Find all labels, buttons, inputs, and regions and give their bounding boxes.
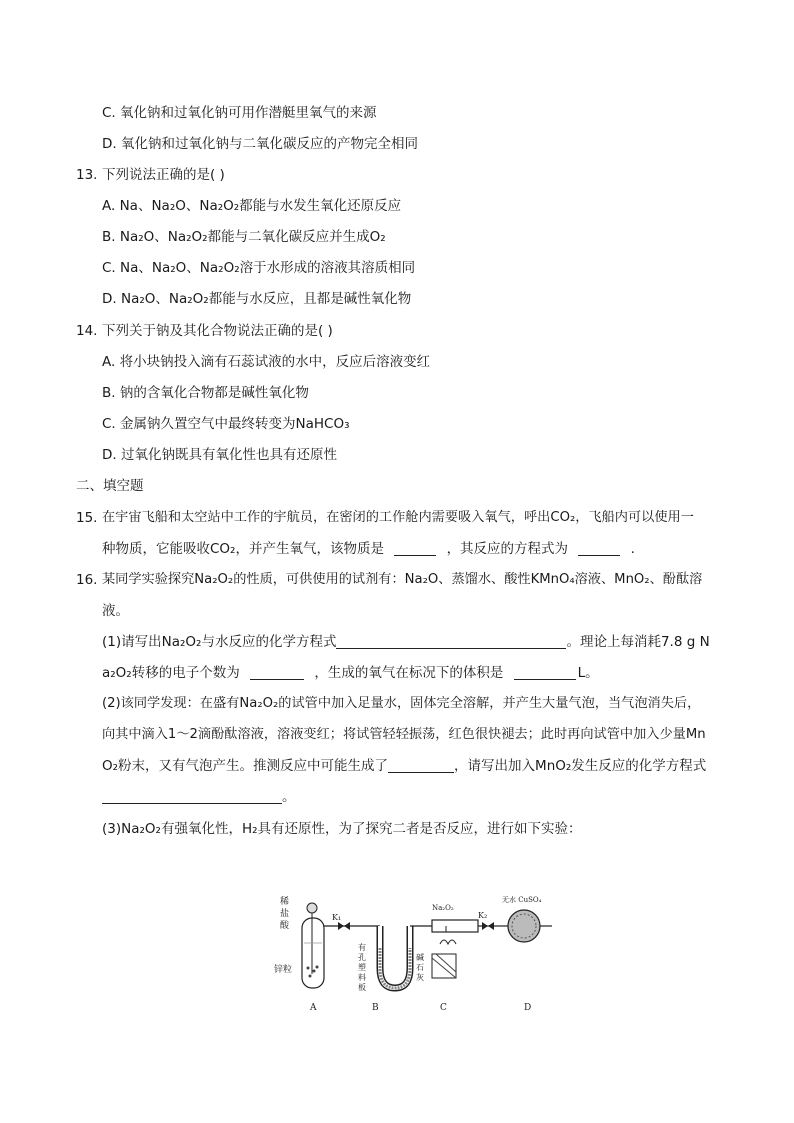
svg-text:料: 料 bbox=[358, 973, 366, 982]
svg-text:塑: 塑 bbox=[358, 963, 366, 972]
q16-part2-text-e: 。 bbox=[282, 789, 296, 805]
q13-option-a: A. Na、Na₂O、Na₂O₂都能与水发生氧化还原反应 bbox=[102, 198, 402, 214]
apparatus-b bbox=[358, 926, 432, 1013]
label-b: B bbox=[372, 1003, 379, 1013]
q16-part2-line2: 向其中滴入1～2滴酚酞溶液，溶液变红；将试管轻轻振荡，红色很快褪去；此时再向试管中加入少量Mn bbox=[102, 727, 706, 742]
q16-blank-equation[interactable] bbox=[336, 634, 566, 649]
q13-number: 13. bbox=[76, 167, 98, 183]
label-acid-3: 酸 bbox=[280, 921, 290, 931]
svg-text:K₂: K₂ bbox=[478, 911, 488, 920]
q16-blank-electrons[interactable] bbox=[250, 665, 304, 680]
svg-text:孔: 孔 bbox=[358, 953, 366, 962]
svg-text:有: 有 bbox=[358, 943, 366, 952]
q16-part2-text-c: O₂粉末，又有气泡产生。推测反应中可能生成了 bbox=[102, 758, 389, 774]
q13-stem: 下列说法正确的是( ) bbox=[102, 167, 225, 183]
q14-option-d: D. 过氧化钠既具有氧化性也具有还原性 bbox=[102, 447, 337, 463]
svg-text:板: 板 bbox=[358, 983, 366, 992]
q15-text-c: . bbox=[630, 541, 635, 557]
q16-part2-line4 bbox=[102, 787, 296, 807]
q16-intro-line2: 液。 bbox=[102, 603, 129, 619]
svg-text:碱: 碱 bbox=[416, 953, 424, 962]
q16-part1-text-e: L。 bbox=[577, 665, 599, 681]
q16-blank-volume[interactable] bbox=[514, 665, 576, 680]
q16-blank-product[interactable] bbox=[388, 758, 454, 773]
q15-text-a: 种物质，它能吸收CO₂，并产生氧气，该物质是 bbox=[102, 541, 384, 557]
q16-part2-line3 bbox=[102, 756, 706, 776]
q14-number: 14. bbox=[76, 323, 98, 339]
q16-part1-line2 bbox=[102, 663, 599, 683]
q16-part1-text-d: ，生成的氧气在标况下的体积是 bbox=[314, 665, 504, 681]
q15-line1: 在宇宙飞船和太空站中工作的宇航员，在密闭的工作舱内需要吸入氧气，呼出CO₂，飞船内可以使用一 bbox=[102, 510, 694, 525]
q15-blank-equation[interactable] bbox=[578, 541, 620, 556]
q13-option-c: C. Na、Na₂O、Na₂O₂溶于水形成的溶液其溶质相同 bbox=[102, 260, 416, 276]
section-heading: 二、填空题 bbox=[76, 478, 144, 494]
q14-option-c: C. 金属钠久置空气中最终转变为NaHCO₃ bbox=[102, 416, 350, 432]
apparatus-c bbox=[432, 904, 492, 1013]
q15-line2 bbox=[102, 539, 635, 559]
svg-text:K₁: K₁ bbox=[332, 913, 342, 922]
q16-blank-mno2-equation[interactable] bbox=[102, 789, 282, 804]
q16-intro-line1: 某同学实验探究Na₂O₂的性质，可供使用的试剂有：Na₂O、蒸馏水、酸性KMnO₄溶液、MnO₂、酚酞溶 bbox=[102, 572, 703, 587]
q16-part2-line1: (2)该同学发现：在盛有Na₂O₂的试管中加入足量水，固体完全溶解，并产生大量气泡，当气泡消失后， bbox=[102, 696, 701, 711]
label-acid-2: 盐 bbox=[280, 909, 290, 919]
valve-k1 bbox=[332, 913, 350, 930]
q12-option-c: C. 氧化钠和过氧化钠可用作潜艇里氧气的来源 bbox=[102, 105, 377, 121]
label-acid-1: 稀 bbox=[280, 897, 290, 907]
q16-part1-text-c: a₂O₂转移的电子个数为 bbox=[102, 665, 240, 681]
q16-part1-text-b: 。理论上每消耗7.8 g N bbox=[566, 634, 710, 650]
q14-option-b: B. 钠的含氧化合物都是碱性氧化物 bbox=[102, 385, 309, 401]
q14-stem: 下列关于钠及其化合物说法正确的是( ) bbox=[102, 323, 333, 339]
q16-number: 16. bbox=[76, 572, 98, 588]
svg-text:石: 石 bbox=[416, 963, 424, 972]
q16-part2-text-d: ，请写出加入MnO₂发生反应的化学方程式 bbox=[454, 758, 707, 774]
q15-text-b: ，其反应的方程式为 bbox=[446, 541, 569, 557]
label-d: D bbox=[524, 1003, 532, 1013]
q16-part3: (3)Na₂O₂有强氧化性，H₂具有还原性，为了探究二者是否反应，进行如下实验： bbox=[102, 821, 582, 837]
q15-blank-substance[interactable] bbox=[394, 541, 436, 556]
q16-part1-line1 bbox=[102, 632, 710, 652]
q16-part1-text-a: (1)请写出Na₂O₂与水反应的化学方程式 bbox=[102, 634, 337, 650]
svg-text:Na₂O₂: Na₂O₂ bbox=[432, 904, 454, 912]
svg-text:无水 CuSO₄: 无水 CuSO₄ bbox=[502, 896, 542, 904]
q15-number: 15. bbox=[76, 510, 98, 526]
svg-text:灰: 灰 bbox=[416, 973, 424, 982]
label-zinc: 锌粒 bbox=[274, 965, 293, 975]
q13-option-d: D. Na₂O、Na₂O₂都能与水反应，且都是碱性氧化物 bbox=[102, 291, 412, 307]
label-a: A bbox=[310, 1003, 317, 1013]
apparatus-d bbox=[494, 895, 552, 1013]
label-c: C bbox=[440, 1003, 447, 1013]
q13-option-b: B. Na₂O、Na₂O₂都能与二氧化碳反应并生成O₂ bbox=[102, 229, 386, 245]
apparatus-diagram bbox=[270, 888, 560, 1018]
valve-k2 bbox=[478, 911, 494, 930]
q14-option-a: A. 将小块钠投入滴有石蕊试液的水中，反应后溶液变红 bbox=[102, 354, 431, 370]
q12-option-d: D. 氧化钠和过氧化钠与二氧化碳反应的产物完全相同 bbox=[102, 136, 418, 152]
